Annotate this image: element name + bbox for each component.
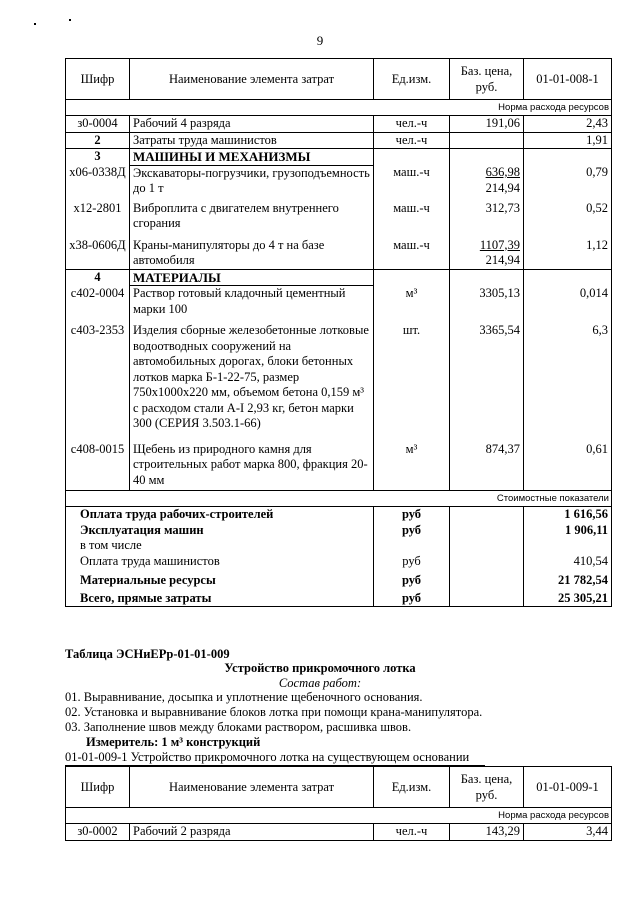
header-norm-code: 01-01-009-1 [524,767,612,808]
work-heading: Состав работ: [278,676,362,690]
work-item: 02. Установка и выравнивание блоков лотка при помощи крана-манипулятора. [65,705,483,719]
cost-row: Оплата труда рабочих-строителей руб 1 616,56 [66,507,612,523]
header-price: Баз. цена, руб. [450,59,524,100]
header-unit: Ед.изм. [374,767,450,808]
header-norm-code: 01-01-008-1 [524,59,612,100]
table-row: с408-0015 Щебень из природного камня для строительных работ марка 800, фракция 20-40 мм м³ 874,37 0,61 [66,442,612,491]
table-row: з0-0002 Рабочий 2 разряда чел.-ч 143,29 3,44 [66,824,612,841]
table-row: х06-0338Д Экскаваторы-погрузчики, грузоподъемность до 1 т маш.-ч 636,98 214,94 0,79 [66,165,612,201]
scan-speck [69,19,71,21]
meter-label: Измеритель: 1 м³ конструкций [86,735,261,749]
header-unit: Ед.изм. [374,59,450,100]
header-code: Шифр [66,767,130,808]
section-row: 3 МАШИНЫ И МЕХАНИЗМЫ [66,149,612,166]
header-code: Шифр [66,59,130,100]
header-price: Баз. цена, руб. [450,767,524,808]
table-row: х38-0606Д Краны-манипуляторы до 4 т на базе автомобиля маш.-ч 1107,39 214,94 1,12 [66,238,612,270]
section-heading: Устройство прикромочного лотка [224,661,416,675]
table-row: з0-0004 Рабочий 4 разряда чел.-ч 191,06 2,43 [66,116,612,133]
table-header-row [66,59,612,100]
table-row: с403-2353 Изделия сборные железобетонные лотковые водоотводных сооружений на автомобильных дорогах, блоки бетонных лотков марка Б-1-22-75, размер 750х1000х220 мм, объемом бетона 0,159 м³ с расходом стали А-I 2,93 кг, бетон марки 300 (СЕРИЯ 3.503.1-66) шт. 3365,54 6,3 [66,323,612,442]
cost-row: Эксплуатация машин руб 1 906,11 [66,523,612,539]
cost-row: в том числе [66,538,612,554]
header-name: Наименование элемента затрат [130,767,374,808]
work-item: 03. Заполнение швов между блоками раствором, расшивка швов. [65,720,412,734]
norm-label: Норма расхода ресурсов [66,100,612,116]
cost-row: Всего, прямые затраты руб 25 305,21 [66,591,612,607]
cost-label: Стоимостные показатели [66,491,612,507]
cost-row: Оплата труда машинистов руб 410,54 [66,554,612,574]
resource-table-2 [65,766,612,841]
section-row: 4 МАТЕРИАЛЫ [66,269,612,286]
table-row: 2 Затраты труда машинистов чел.-ч 1,91 [66,132,612,149]
page-number: 9 [316,33,324,48]
table-title: Таблица ЭСНиЕРр-01-01-009 [65,647,230,661]
cost-row: Материальные ресурсы руб 21 782,54 [66,573,612,591]
variant-line: 01-01-009-1 Устройство прикромочного лотка на существующем основании [65,750,485,766]
work-item: 01. Выравнивание, досыпка и уплотнение щебеночного основания. [65,690,423,704]
table-header-row [66,767,612,808]
norm-label: Норма расхода ресурсов [66,808,612,824]
header-name: Наименование элемента затрат [130,59,374,100]
resource-table-1 [65,58,612,607]
table-row: с402-0004 Раствор готовый кладочный цементный марки 100 м³ 3305,13 0,014 [66,286,612,324]
table-row: х12-2801 Виброплита с двигателем внутреннего сгорания маш.-ч 312,73 0,52 [66,201,612,238]
scan-speck [34,23,36,25]
